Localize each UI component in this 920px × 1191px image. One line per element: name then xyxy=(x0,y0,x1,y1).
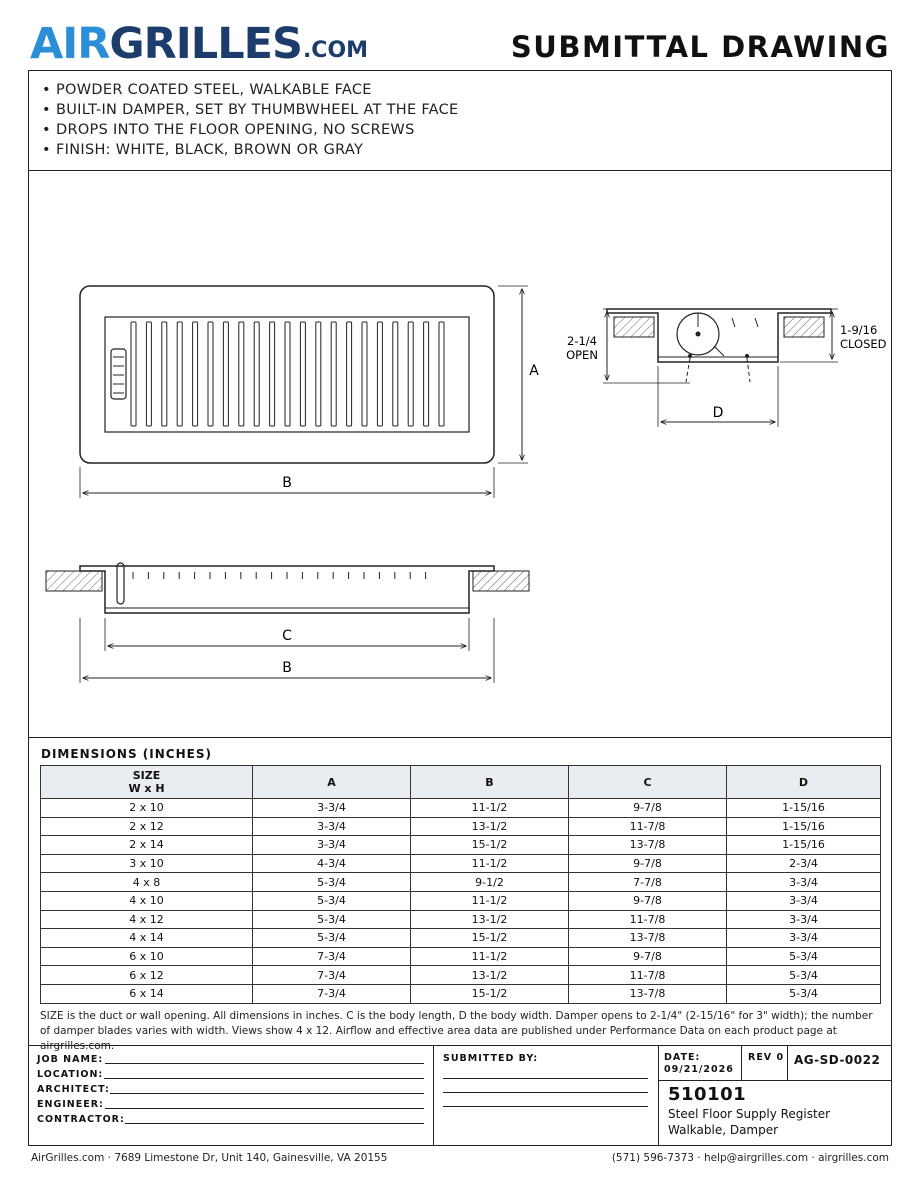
revision-label: REV 0 xyxy=(748,1052,785,1063)
louver-slot xyxy=(300,322,305,426)
thumbwheel-icon xyxy=(111,349,126,399)
louver-slot xyxy=(393,322,398,426)
table-row xyxy=(41,854,881,873)
logo-grill-text: GRILL xyxy=(109,19,244,69)
feature-item: • FINISH: WHITE, BLACK, BROWN OR GRAY xyxy=(42,140,459,160)
louver-field-outline xyxy=(105,317,469,432)
cell-b: 11-1/2 xyxy=(411,947,569,966)
cell-b: 15-1/2 xyxy=(411,836,569,855)
front-view xyxy=(80,286,539,498)
cell-c: 9-7/8 xyxy=(569,891,727,910)
louver-slot xyxy=(177,322,182,426)
louver-slot xyxy=(347,322,352,426)
divider-vertical-1 xyxy=(433,1045,434,1146)
cell-size: 6 x 12 xyxy=(41,966,253,985)
cell-d: 1-15/16 xyxy=(727,836,881,855)
cell-a: 7-3/4 xyxy=(253,947,411,966)
cell-d: 3-3/4 xyxy=(727,873,881,892)
closed-value: 1-9/16 xyxy=(840,323,878,337)
cell-b: 13-1/2 xyxy=(411,817,569,836)
date-label: DATE: xyxy=(664,1052,701,1063)
louver-slot xyxy=(439,322,444,426)
cell-c: 11-7/8 xyxy=(569,817,727,836)
job-name-field[interactable] xyxy=(105,1063,424,1064)
louver-slot xyxy=(270,322,275,426)
cell-size: 4 x 8 xyxy=(41,873,253,892)
dimension-d-label: D xyxy=(712,405,724,421)
page-title: SUBMITTAL DRAWING xyxy=(510,30,890,64)
cell-b: 15-1/2 xyxy=(411,929,569,948)
cell-a: 3-3/4 xyxy=(253,817,411,836)
logo-com-text: .COM xyxy=(302,38,369,63)
cell-d: 5-3/4 xyxy=(727,984,881,1003)
louver-slot xyxy=(223,322,228,426)
cell-a: 3-3/4 xyxy=(253,799,411,818)
cell-size: 4 x 14 xyxy=(41,929,253,948)
cell-b: 11-1/2 xyxy=(411,854,569,873)
cell-d: 1-15/16 xyxy=(727,817,881,836)
submitted-by-field-2[interactable] xyxy=(443,1092,648,1093)
product-description-line2: Walkable, Damper xyxy=(668,1123,779,1137)
dimension-c-label: C xyxy=(282,628,292,644)
louver-slot xyxy=(254,322,259,426)
register-face-outline xyxy=(80,286,494,463)
cell-a: 5-3/4 xyxy=(253,873,411,892)
footer-address: AirGrilles.com · 7689 Limestone Dr, Unit 140, Gainesville, VA 20155 xyxy=(31,1152,388,1164)
submitted-by-label: SUBMITTED BY: xyxy=(443,1053,539,1064)
feature-item: • BUILT-IN DAMPER, SET BY THUMBWHEEL AT THE FACE xyxy=(42,100,459,120)
cell-c: 11-7/8 xyxy=(569,910,727,929)
floor-section-right xyxy=(473,571,529,591)
side-view xyxy=(46,563,529,683)
louver-slot xyxy=(193,322,198,426)
louver-slot xyxy=(424,322,429,426)
dimension-a-label: A xyxy=(529,363,539,379)
cell-size: 2 x 14 xyxy=(41,836,253,855)
logo-es-text: ES xyxy=(243,19,302,69)
table-row xyxy=(41,966,881,985)
table-row xyxy=(41,891,881,910)
cell-d: 5-3/4 xyxy=(727,947,881,966)
feature-item: • POWDER COATED STEEL, WALKABLE FACE xyxy=(42,80,459,100)
cell-d: 2-3/4 xyxy=(727,854,881,873)
submitted-by-field-3[interactable] xyxy=(443,1106,648,1107)
cell-a: 7-3/4 xyxy=(253,984,411,1003)
louver-slot xyxy=(408,322,413,426)
table-row xyxy=(41,799,881,818)
cell-size: 2 x 10 xyxy=(41,799,253,818)
contractor-label: CONTRACTOR: xyxy=(37,1114,125,1125)
cell-d: 3-3/4 xyxy=(727,891,881,910)
louver-slot xyxy=(131,322,136,426)
col-header-size xyxy=(41,766,253,799)
job-name-label: JOB NAME: xyxy=(37,1054,104,1065)
end-view xyxy=(566,309,887,427)
feature-item: • DROPS INTO THE FLOOR OPENING, NO SCREWS xyxy=(42,120,459,140)
louver-slot xyxy=(146,322,151,426)
cell-size: 6 x 10 xyxy=(41,947,253,966)
cell-d: 5-3/4 xyxy=(727,966,881,985)
louver-slot xyxy=(316,322,321,426)
open-label: OPEN xyxy=(566,348,598,362)
model-number: 510101 xyxy=(668,1084,747,1105)
cell-c: 7-7/8 xyxy=(569,873,727,892)
cell-size: 4 x 10 xyxy=(41,891,253,910)
cell-size: 3 x 10 xyxy=(41,854,253,873)
dimensions-note: SIZE is the duct or wall opening. All dimensions in inches. C is the body length, D the body width. Damper opens to 2-1/4" (2-15/16" for 3" width); the number of damper blades varies with width. Views show 4 x 12. Airflow and effective area data are published under Performance Data on each product page at airgrilles.com. xyxy=(40,1010,873,1052)
col-header-c: C xyxy=(569,766,727,799)
architect-label: ARCHITECT: xyxy=(37,1084,110,1095)
divider-vertical-4 xyxy=(787,1045,788,1080)
footer-contact: (571) 596-7373 · help@airgrilles.com · airgrilles.com xyxy=(611,1152,889,1164)
thumbwheel-side-icon xyxy=(117,563,124,604)
logo-air-text: AIR xyxy=(30,19,110,69)
cell-a: 5-3/4 xyxy=(253,929,411,948)
table-row xyxy=(41,984,881,1003)
table-row xyxy=(41,873,881,892)
col-header-d: D xyxy=(727,766,881,799)
dimensions-table xyxy=(40,765,881,1004)
louver-slot xyxy=(208,322,213,426)
cell-a: 7-3/4 xyxy=(253,966,411,985)
cell-size: 4 x 12 xyxy=(41,910,253,929)
cell-b: 9-1/2 xyxy=(411,873,569,892)
louver-slot xyxy=(362,322,367,426)
dimension-b-lower-label: B xyxy=(282,660,292,676)
cell-c: 13-7/8 xyxy=(569,836,727,855)
cell-c: 9-7/8 xyxy=(569,799,727,818)
col-header-a: A xyxy=(253,766,411,799)
location-label: LOCATION: xyxy=(37,1069,104,1080)
louver-slot xyxy=(331,322,336,426)
floor-section-end-right xyxy=(784,317,824,337)
cell-c: 13-7/8 xyxy=(569,929,727,948)
dimensions-title: DIMENSIONS (INCHES) xyxy=(41,747,212,761)
size-header-line1: SIZE xyxy=(132,769,161,782)
document-number: AG-SD-0022 xyxy=(794,1053,881,1067)
col-header-b: B xyxy=(411,766,569,799)
cell-d: 3-3/4 xyxy=(727,929,881,948)
floor-section-left xyxy=(46,571,102,591)
cell-b: 11-1/2 xyxy=(411,891,569,910)
louver-slot xyxy=(285,322,290,426)
table-row xyxy=(41,947,881,966)
product-description-line1: Steel Floor Supply Register xyxy=(668,1107,831,1121)
architect-field[interactable] xyxy=(110,1093,424,1094)
table-row xyxy=(41,910,881,929)
cell-b: 15-1/2 xyxy=(411,984,569,1003)
cell-b: 13-1/2 xyxy=(411,966,569,985)
divider-title-block-horizontal xyxy=(658,1080,892,1081)
divider-vertical-3 xyxy=(741,1045,742,1080)
cell-a: 3-3/4 xyxy=(253,836,411,855)
cell-d: 3-3/4 xyxy=(727,910,881,929)
cell-size: 6 x 14 xyxy=(41,984,253,1003)
cell-c: 13-7/8 xyxy=(569,984,727,1003)
cell-a: 5-3/4 xyxy=(253,910,411,929)
cell-b: 11-1/2 xyxy=(411,799,569,818)
floor-section-end-left xyxy=(614,317,654,337)
dimension-b-label: B xyxy=(282,475,292,491)
table-row xyxy=(41,929,881,948)
cell-b: 13-1/2 xyxy=(411,910,569,929)
dimensions-table-body xyxy=(41,799,881,1004)
damper-blade-ticks xyxy=(133,572,426,579)
date-value: 09/21/2026 xyxy=(664,1064,734,1075)
cell-c: 9-7/8 xyxy=(569,947,727,966)
cell-d: 1-15/16 xyxy=(727,799,881,818)
open-value: 2-1/4 xyxy=(567,334,597,348)
closed-label: CLOSED xyxy=(840,337,887,351)
cell-c: 9-7/8 xyxy=(569,854,727,873)
louver-slot xyxy=(162,322,167,426)
louver-slot xyxy=(239,322,244,426)
divider-vertical-2 xyxy=(658,1045,659,1146)
engineer-label: ENGINEER: xyxy=(37,1099,104,1110)
cell-size: 2 x 12 xyxy=(41,817,253,836)
table-row xyxy=(41,817,881,836)
cell-c: 11-7/8 xyxy=(569,966,727,985)
submitted-by-field-1[interactable] xyxy=(443,1078,648,1079)
cell-a: 4-3/4 xyxy=(253,854,411,873)
cell-a: 5-3/4 xyxy=(253,891,411,910)
location-field[interactable] xyxy=(104,1078,424,1079)
engineer-field[interactable] xyxy=(105,1108,424,1109)
louver-slots xyxy=(131,322,444,426)
contractor-field[interactable] xyxy=(125,1123,424,1124)
table-row xyxy=(41,836,881,855)
size-header-line2: W x H xyxy=(128,782,165,795)
louver-slot xyxy=(377,322,382,426)
